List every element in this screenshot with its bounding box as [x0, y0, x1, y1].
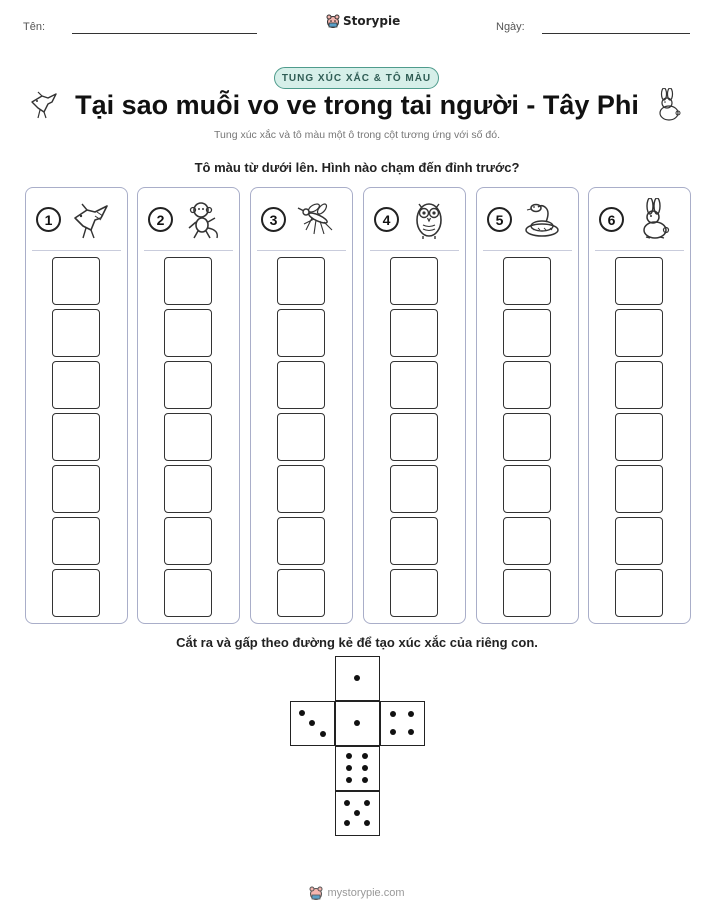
dice-pip [408, 711, 414, 717]
color-cell[interactable] [277, 257, 325, 305]
dice-pip [364, 800, 370, 806]
column-header [477, 188, 578, 250]
rabbit-title-icon [652, 88, 684, 122]
color-cell[interactable] [52, 517, 100, 565]
column-4 [363, 187, 466, 624]
mosquito-icon [295, 198, 337, 240]
storypie-footer-icon [309, 886, 323, 900]
bird-icon [70, 198, 112, 240]
dice-pip [390, 729, 396, 735]
column-number: 3 [261, 207, 286, 232]
date-label: Ngày: [496, 21, 525, 33]
color-cell[interactable] [277, 413, 325, 461]
date-line[interactable] [542, 33, 690, 34]
color-cell[interactable] [390, 257, 438, 305]
color-cell[interactable] [277, 465, 325, 513]
color-cell[interactable] [615, 413, 663, 461]
color-cell[interactable] [503, 257, 551, 305]
rabbit-icon [633, 198, 675, 240]
color-cell[interactable] [390, 465, 438, 513]
column-divider [483, 250, 572, 251]
monkey-icon [182, 198, 224, 240]
dice-pip [346, 753, 352, 759]
column-6 [588, 187, 691, 624]
color-cell[interactable] [390, 361, 438, 409]
dice-pip [344, 820, 350, 826]
column-divider [144, 250, 233, 251]
color-cell[interactable] [164, 517, 212, 565]
color-cell[interactable] [277, 569, 325, 617]
dice-pip [346, 777, 352, 783]
page-subtitle: Tung xúc xắc và tô màu một ô trong cột tương ứng với số đó. [214, 129, 500, 141]
dice-face [335, 791, 380, 836]
dice-face [290, 701, 335, 746]
footer [0, 886, 714, 900]
column-header [364, 188, 465, 250]
column-header [589, 188, 690, 250]
column-number: 2 [148, 207, 173, 232]
snake-icon [521, 198, 563, 240]
color-cell[interactable] [503, 569, 551, 617]
dice-pip [346, 765, 352, 771]
color-cell[interactable] [277, 309, 325, 357]
column-number: 1 [36, 207, 61, 232]
column-header [138, 188, 239, 250]
dice-pip [344, 800, 350, 806]
color-cell[interactable] [615, 361, 663, 409]
color-cell[interactable] [615, 309, 663, 357]
color-cell[interactable] [52, 309, 100, 357]
color-cell[interactable] [503, 517, 551, 565]
dice-face [335, 701, 380, 746]
color-cell[interactable] [390, 569, 438, 617]
storypie-mascot-icon [326, 14, 340, 28]
color-cell[interactable] [52, 361, 100, 409]
color-cell[interactable] [164, 413, 212, 461]
color-cell[interactable] [503, 309, 551, 357]
activity-pill: TUNG XÚC XẮC & TÔ MÀU [274, 67, 439, 89]
color-cell[interactable] [164, 257, 212, 305]
dice-pip [354, 675, 360, 681]
column-3 [250, 187, 353, 624]
color-cell[interactable] [164, 569, 212, 617]
color-cell[interactable] [164, 309, 212, 357]
owl-icon [408, 198, 450, 240]
dice-pip [354, 720, 360, 726]
color-cell[interactable] [390, 309, 438, 357]
color-cell[interactable] [615, 465, 663, 513]
column-divider [32, 250, 121, 251]
column-number: 4 [374, 207, 399, 232]
column-divider [370, 250, 459, 251]
dice-pip [362, 777, 368, 783]
dice-pip [390, 711, 396, 717]
brand-logo [326, 14, 400, 28]
dice-pip [299, 710, 305, 716]
bird-title-icon [28, 88, 62, 122]
name-label: Tên: [23, 21, 46, 33]
dice-pip [320, 731, 326, 737]
color-cell[interactable] [503, 413, 551, 461]
dice-face [380, 701, 425, 746]
color-cell[interactable] [164, 465, 212, 513]
dice-face [335, 656, 380, 701]
color-cell[interactable] [615, 257, 663, 305]
dice-pip [309, 720, 315, 726]
column-header [251, 188, 352, 250]
color-cell[interactable] [615, 569, 663, 617]
coloring-instruction: Tô màu từ dưới lên. Hình nào chạm đến đỉnh trước? [194, 160, 520, 175]
dice-face [335, 746, 380, 791]
page-title: Tại sao muỗi vo ve trong tai người - Tây Phi [75, 90, 639, 120]
dice-pip [362, 765, 368, 771]
color-cell[interactable] [277, 361, 325, 409]
color-cell[interactable] [503, 361, 551, 409]
column-number: 6 [599, 207, 624, 232]
name-line[interactable] [72, 33, 257, 34]
color-cell[interactable] [52, 569, 100, 617]
color-cell[interactable] [390, 413, 438, 461]
color-cell[interactable] [52, 413, 100, 461]
column-header [26, 188, 127, 250]
dice-pip [354, 810, 360, 816]
column-divider [595, 250, 684, 251]
color-cell[interactable] [503, 465, 551, 513]
brand-name: Storypie [343, 14, 401, 28]
column-number: 5 [487, 207, 512, 232]
dice-pip [362, 753, 368, 759]
color-cell[interactable] [164, 361, 212, 409]
column-2 [137, 187, 240, 624]
column-divider [257, 250, 346, 251]
cut-instruction: Cắt ra và gấp theo đường kẻ để tạo xúc xắc của riêng con. [176, 635, 538, 650]
color-cell[interactable] [52, 465, 100, 513]
color-cell[interactable] [390, 517, 438, 565]
color-cell[interactable] [277, 517, 325, 565]
dice-pip [364, 820, 370, 826]
column-5 [476, 187, 579, 624]
color-cell[interactable] [52, 257, 100, 305]
column-1 [25, 187, 128, 624]
footer-url[interactable]: mystorypie.com [327, 887, 405, 899]
dice-pip [408, 729, 414, 735]
color-cell[interactable] [615, 517, 663, 565]
